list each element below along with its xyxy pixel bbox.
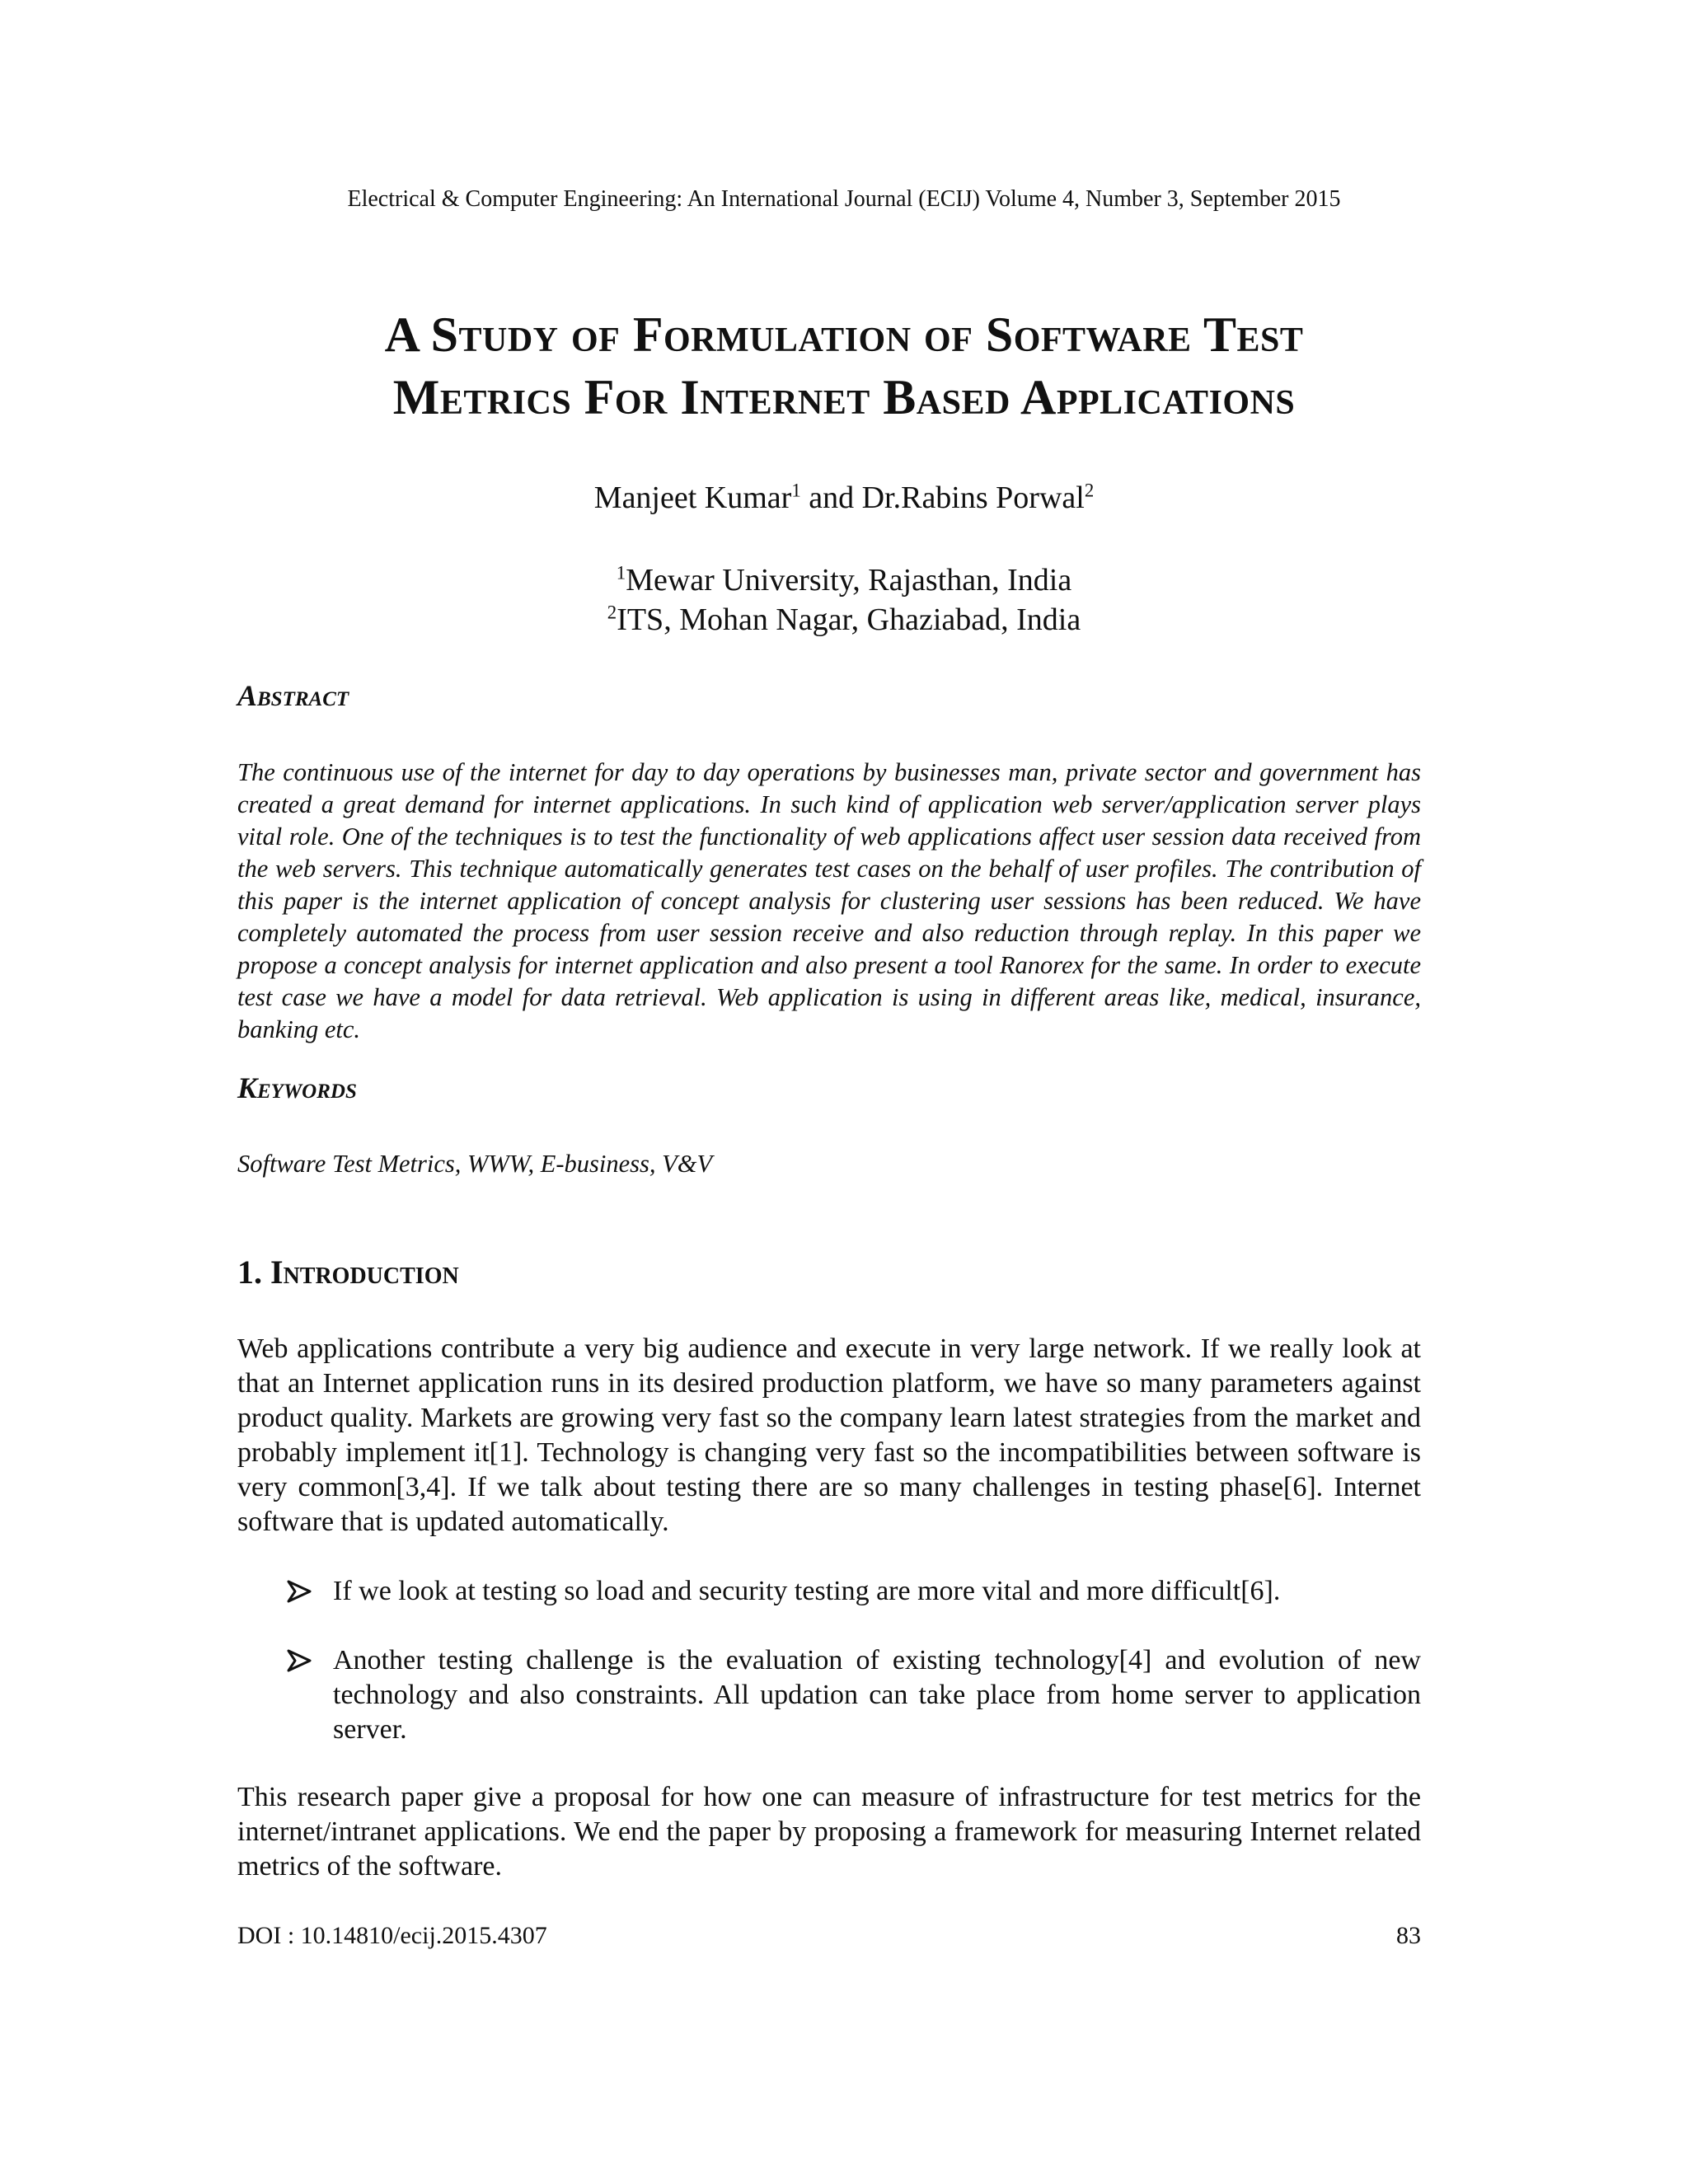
author-affiliation-mark: 2 bbox=[1084, 480, 1095, 501]
title-line-1: A Study of Formulation of Software Test bbox=[384, 307, 1304, 362]
author-name: Dr.Rabins Porwal bbox=[861, 480, 1085, 515]
affiliation-text: ITS, Mohan Nagar, Ghaziabad, India bbox=[617, 602, 1081, 637]
keywords-heading: Keywords bbox=[237, 1071, 357, 1104]
arrowhead-bullet-icon bbox=[285, 1579, 318, 1604]
abstract-text: The continuous use of the internet for day to day operations by businesses man, private sector and government has created a great demand for internet applications. In such kind of application web server/application server plays vital role. One of the techniques is to test the functionality of web applications affect user session data received from the web servers. This technique automatically generates test cases on the behalf of user profiles. The contribution of this paper is the internet application of concept analysis for clustering user sessions has been reduced. We have completely automated the process from user session receive and also reduction through replay. In this paper we propose a concept analysis for internet application and also present a tool Ranorex for the same. In order to execute test case we have a model for data retrieval. Web application is using in different areas like, medical, insurance, banking etc. bbox=[237, 758, 1421, 1043]
bullet-text: If we look at testing so load and security testing are more vital and more difficult[6]. bbox=[333, 1576, 1281, 1606]
abstract-heading: Abstract bbox=[237, 679, 349, 712]
bullet-item bbox=[285, 1574, 1421, 1609]
running-header: Electrical & Computer Engineering: An International Journal (ECIJ) Volume 4, Number 3, September 2015 bbox=[347, 186, 1341, 212]
section-number: 1. bbox=[237, 1254, 270, 1291]
section-heading-introduction bbox=[237, 1251, 459, 1294]
keywords-text: Software Test Metrics, WWW, E-business, V&V bbox=[237, 1150, 713, 1178]
affiliations bbox=[0, 560, 1688, 640]
author-name: Manjeet Kumar bbox=[593, 480, 792, 515]
author-affiliation-mark: 1 bbox=[791, 480, 801, 501]
affiliation-line bbox=[0, 560, 1688, 600]
paper-title bbox=[165, 303, 1523, 429]
author-connector: and bbox=[800, 480, 862, 515]
footer-doi: DOI : 10.14810/ecij.2015.4307 bbox=[237, 1922, 547, 1949]
intro-paragraph-2: This research paper give a proposal for how one can measure of infrastructure for test metrics for the internet/intranet applications. We end the paper by proposing a framework for measuring Internet related metrics of the software. bbox=[237, 1782, 1421, 1882]
affiliation-mark: 2 bbox=[607, 602, 617, 623]
bullet-item bbox=[285, 1643, 1421, 1747]
author-list bbox=[0, 478, 1688, 518]
intro-paragraph-1: Web applications contribute a very big audience and execute in very large network. If we really look at that an Internet application runs in its desired production platform, we have so many parameters against product quality. Markets are growing very fast so the company learn latest strategies from the market and probably implement it[1]. Technology is changing very fast so the incompatibilities between software is very common[3,4]. If we talk about testing there are so many challenges in testing phase[6]. Internet software that is updated automatically. bbox=[237, 1333, 1421, 1537]
arrowhead-bullet-icon bbox=[285, 1648, 318, 1673]
page-number: 83 bbox=[1396, 1922, 1421, 1949]
affiliation-mark: 1 bbox=[616, 562, 626, 583]
affiliation-line bbox=[0, 600, 1688, 640]
section-title: Introduction bbox=[270, 1254, 459, 1291]
bullet-text: Another testing challenge is the evaluation of existing technology[4] and evolution of new technology and also constraints. All updation can take place from home server to application server. bbox=[333, 1645, 1421, 1745]
affiliation-text: Mewar University, Rajasthan, India bbox=[626, 563, 1072, 598]
title-line-2: Metrics For Internet Based Applications bbox=[392, 370, 1296, 424]
